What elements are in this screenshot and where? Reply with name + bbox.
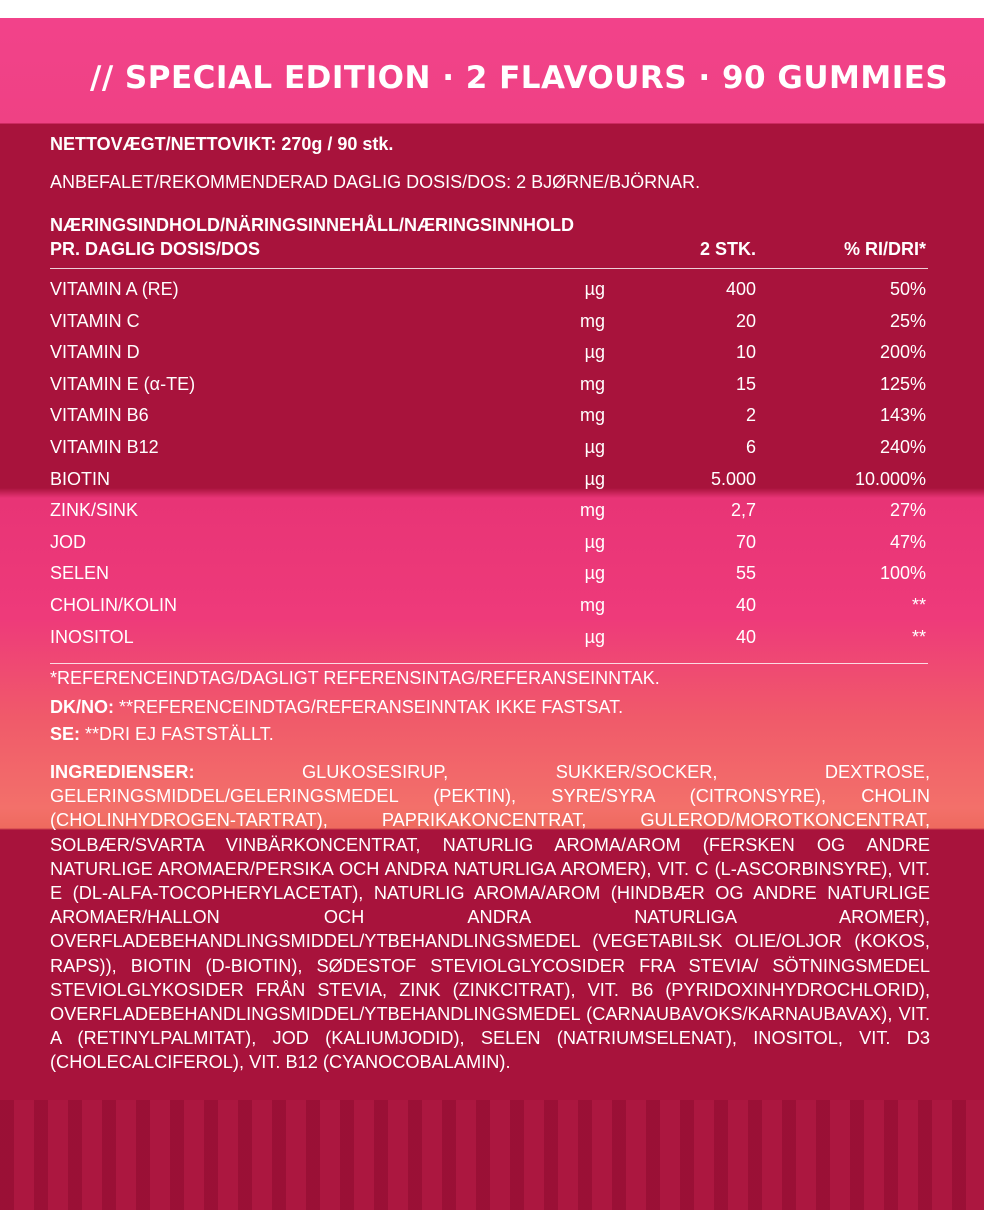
table-row [50,496,928,528]
ingredients-text [50,760,930,1075]
nutrient-name: VITAMIN D [50,342,140,363]
table-row [50,307,928,339]
nutrient-name: JOD [50,531,86,552]
column-header-ri: % RI/DRI* [843,239,926,259]
nutrient-unit: mg [579,373,605,394]
nutrition-table [50,275,928,654]
nutrient-ri: 10.000% [854,468,926,489]
nutrient-amount: 20 [735,310,756,331]
nutrient-unit: µg [584,279,605,299]
nutrient-amount: 15 [735,373,756,394]
footnote-se [50,724,274,745]
footnote-dk-no [50,697,623,718]
nutrient-ri: 47% [889,531,926,552]
footnote-dk-no-text: **REFERENCEINDTAG/REFERANSEINNTAK IKKE FASTSAT. [114,697,624,717]
nutrient-unit: µg [584,468,605,489]
nutrient-ri: 125% [879,373,926,394]
nutrient-ri: 143% [879,405,926,426]
nutrient-unit: mg [579,594,605,615]
nutrient-amount: 55 [735,563,756,584]
nutrient-amount: 6 [745,436,756,457]
nutrient-unit: µg [584,531,605,552]
table-row [50,401,928,433]
table-divider [50,663,928,664]
nutrient-amount: 5.000 [710,468,756,489]
footnote-se-text: **DRI EJ FASTSTÄLLT. [80,724,274,744]
nutrient-ri: 25% [889,310,926,331]
footnote-se-label: SE: [50,724,81,744]
nutrient-ri: 240% [879,436,926,457]
nutrient-name: VITAMIN B12 [50,436,159,457]
column-header-amount: 2 STK. [699,239,756,259]
edition-banner: // SPECIAL EDITION · 2 FLAVOURS · 90 GUMMIES [90,60,949,96]
footnote-ri: *REFERENCEINDTAG/DAGLIGT REFERENSINTAG/REFERANSEINNTAK. [50,668,660,688]
column-header-dose: PR. DAGLIG DOSIS/DOS [50,239,261,259]
nutrient-name: VITAMIN E (α-TE) [50,373,196,394]
table-row [50,465,928,497]
nutrient-unit: mg [579,500,605,521]
nutrient-amount: 2 [745,405,756,426]
table-row [50,559,928,591]
nutrient-ri: 50% [889,279,926,299]
bottom-texture [0,1100,984,1210]
nutrient-ri: 100% [879,563,926,584]
nutrient-unit: mg [579,405,605,426]
nutrient-name: SELEN [50,563,110,584]
nutrient-name: ZINK/SINK [50,500,139,521]
table-row [50,433,928,465]
nutrient-ri: 200% [879,342,926,363]
ingredients-label: INGREDIENSER: [50,762,195,782]
nutrient-name: VITAMIN C [50,310,140,331]
daily-dose: ANBEFALET/REKOMMENDERAD DAGLIG DOSIS/DOS: 2 BJØRNE/BJÖRNAR. [50,172,701,192]
nutrient-name: VITAMIN A (RE) [50,279,179,299]
footnote-dk-no-label: DK/NO: [50,697,114,717]
table-row [50,623,928,655]
nutrient-unit: µg [584,563,605,584]
table-row [50,591,928,623]
nutrient-unit: µg [584,342,605,363]
table-row [50,275,928,307]
table-row [50,528,928,560]
nutrient-name: VITAMIN B6 [50,405,149,426]
nutrient-unit: mg [579,310,605,331]
nutrient-amount: 2,7 [730,500,756,521]
nutrient-amount: 40 [735,594,756,615]
nutrient-unit: µg [584,626,605,647]
nutrient-ri: ** [911,594,926,615]
header-divider [50,268,928,269]
nutrient-amount: 400 [725,279,756,299]
nutrient-name: CHOLIN/KOLIN [50,594,178,615]
nutrient-unit: µg [584,436,605,457]
net-weight: NETTOVÆGT/NETTOVIKT: 270g / 90 stk. [50,134,394,154]
nutrient-amount: 40 [735,626,756,647]
nutrient-ri: 27% [889,500,926,521]
ingredients-list: GLUKOSESIRUP, SUKKER/SOCKER, DEXTROSE, GELERINGSMIDDEL/GELERINGSMEDEL (PEKTIN), SYRE/SYRA (CITRONSYRE), CHOLIN (CHOLINHYDROGEN-TARTRAT), PAPRIKAKONCENTRAT, GULEROD/MOROTKONCENTRAT, SOLBÆR/SVARTA VINBÄRKONCENTRAT, NATURLIG AROMA/AROM (FERSKEN OG ANDRE NATURLIGE AROMAER/PERSIKA OCH ANDRA NATURLIGA AROMER), VIT. C (L-ASCORBINSYRE), VIT. E (DL-ALFA-TOCOPHERYLACETAT), NATURLIG AROMA/AROM (HINDBÆR OG ANDRE NATURLIGE AROMAER/HALLON OCH ANDRA NATURLIGA AROMER), OVERFLADEBEHANDLINGSMIDDEL/YTBEHANDLINGSMEDEL (VEGETABILSK OLIE/OLJOR (KOKOS, RAPS)), BIOTIN (D-BIOTIN), SØDESTOF STEVIOLGLYCOSIDER FRA STEVIA/ SÖTNINGSMEDEL STEVIOLGLYKOSIDER FRÅN STEVIA, ZINK (ZINKCITRAT), VIT. B6 (PYRIDOXINHYDROCHLORID), OVERFLADEBEHANDLINGSMIDDEL/YTBEHANDLINGSMEDEL (CARNAUBAVOKS/KARNAUBAVAX), VIT. A (RETINYLPALMITAT), JOD (KALIUMJODID), SELEN (NATRIUMSELENAT), INOSITOL, VIT. D3 (CHOLECALCIFEROL), VIT. B12 (CYANOCOBALAMIN). [50,762,930,1073]
nutrition-heading: NÆRINGSINDHOLD/NÄRINGSINNEHÅLL/NÆRINGSINNHOLD [50,215,574,235]
nutrient-name: INOSITOL [50,626,134,647]
nutrient-ri: ** [911,626,926,647]
nutrient-amount: 10 [735,342,756,363]
table-row [50,370,928,402]
nutrient-name: BIOTIN [50,468,111,489]
table-row [50,338,928,370]
nutrient-amount: 70 [735,531,756,552]
